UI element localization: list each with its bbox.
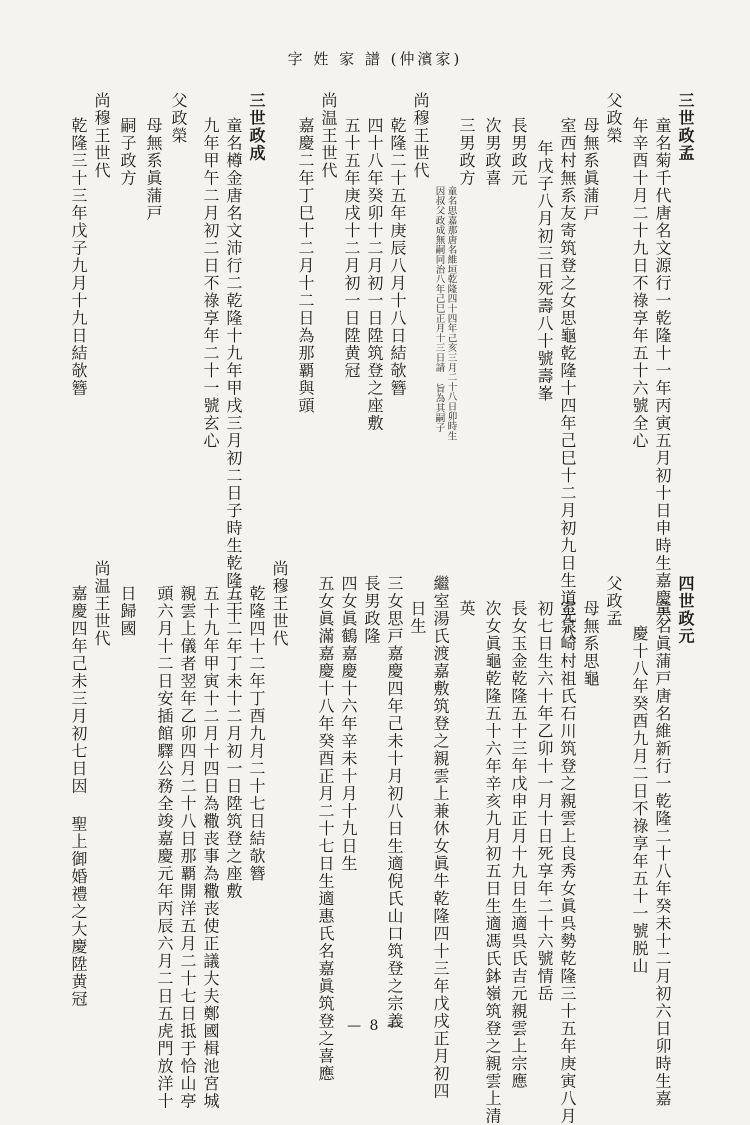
text-column: 長男政隆 xyxy=(362,575,381,645)
text-column: 室泉崎村祖氏石川筑登之親雲上良秀女眞呉勢乾隆三十五年庚寅八月 xyxy=(558,600,577,1125)
text-column: 五十九年甲寅十二月十四日為糤丧事為糤丧使正議大夫鄭國楫池宮城 xyxy=(201,585,220,1110)
text-column: 童名樽金唐名文沛行二乾隆十九年甲戌三月初二日子時生乾隆三十 xyxy=(224,117,243,625)
annotation-column: 童名思嘉那唐名維垣乾隆四十四年己亥三月二十八日卯時生 xyxy=(445,186,457,441)
text-column: 父政榮 xyxy=(604,92,623,145)
text-column: 尚温王世代 xyxy=(319,92,338,180)
text-column: 嘉慶二年丁巳十二月十二日為那覇與頭 xyxy=(296,117,315,415)
text-column: 尚穆王世代 xyxy=(92,92,111,180)
text-column: 乾隆四十二年丁酉九月二十七日結欹簪 xyxy=(247,585,266,883)
text-column: 長男政元 xyxy=(509,117,528,187)
text-column: 慶十八年癸酉九月二日不祿享年五十一號脱山 xyxy=(630,625,649,975)
text-column: 母無系思龜 xyxy=(581,600,600,688)
page-title: 字 姓 家 譜 (仲濱家) xyxy=(287,50,463,68)
text-column: 尚穆王世代 xyxy=(411,92,430,180)
text-column: 年戊子八月初三日死壽八十號壽峯 xyxy=(535,140,554,403)
text-column: 尚温王世代 xyxy=(92,560,111,648)
text-column: 三男政方 xyxy=(457,117,476,187)
text-column: 嗣子政方 xyxy=(118,117,137,187)
page-number: — 8 — xyxy=(347,1018,403,1034)
text-column: 父政榮 xyxy=(169,92,188,145)
text-column: 次女眞龜乾隆五十六年辛亥九月初五日生適馮氏鉢嶺筑登之親雲上清 xyxy=(483,600,502,1125)
text-column: 乾隆三十三年戊子九月十九日結欹簪 xyxy=(69,117,88,397)
text-column: 日歸國 xyxy=(118,585,137,638)
text-column: 四女眞鶴嘉慶十六年辛未十月十九日生 xyxy=(339,575,358,873)
text-column: 五十五年庚戌十二月初一日陞黄冠 xyxy=(342,117,361,380)
text-column: 嘉慶四年己未三月初七日因 聖上御婚禮之大慶陞黄冠 xyxy=(69,585,88,1008)
text-column: 英 xyxy=(457,600,476,618)
gen3b-heading: 三世政成 xyxy=(247,92,266,162)
text-column: 初七日生六十年乙卯十一月十日死享年二十六號情岳 xyxy=(535,600,554,1003)
gen4-heading: 四世政元 xyxy=(676,575,695,645)
text-column: 年辛酉十月二十九日不祿享年五十六號全心 xyxy=(630,117,649,450)
text-column: 母無系眞蒲戸 xyxy=(581,117,600,222)
text-column: 室西村無系友寄筑登之女思龜乾隆十四年己巳十二月初九日生道光八 xyxy=(558,117,577,642)
text-column: 童名眞蒲戸唐名維新行一乾隆二十八年癸未十二月初六日卯時生嘉 xyxy=(653,600,672,1108)
text-column: 長女玉金乾隆五十三年戊申正月十九日生適呉氏吉元親雲上宗應 xyxy=(509,600,528,1090)
text-column: 四十八年癸卯十二月初一日陞筑登之座敷 xyxy=(365,117,384,432)
text-column: 童名菊千代唐名文源行一乾隆十一年丙寅五月初十日申時生嘉慶六 xyxy=(653,117,672,625)
text-column: 父政孟 xyxy=(604,575,623,628)
text-column: 親雲上儀者翌年乙卯四月二十八日那覇開洋五月二十七日抵于恰山亭 xyxy=(178,585,197,1110)
text-column: 尚穆王世代 xyxy=(270,560,289,648)
text-column: 母無系眞蒲戸 xyxy=(144,117,163,222)
text-column: 乾隆二十五年庚辰八月十八日結欹簪 xyxy=(388,117,407,397)
gen3-heading: 三世政孟 xyxy=(676,92,695,162)
text-column: 五女眞滿嘉慶十八年癸酉正月二十七日生適惠氏名嘉眞筑登之喜應 xyxy=(316,575,335,1083)
text-column: 次男政喜 xyxy=(483,117,502,187)
text-column: 日生 xyxy=(408,600,427,635)
text-column: 頭六月十二日安插館驛公務全竣嘉慶元年丙辰六月二日五虎門放洋十 xyxy=(155,585,174,1110)
annotation-column: 因叔父政成無嗣同治八年己巳正月十三日請 旨為其嗣子 xyxy=(433,186,445,433)
text-column: 三女思戸嘉慶四年己未十月初八日生適倪氏山口筑登之宗義 xyxy=(385,575,404,1030)
text-column: 繼室湯氏渡嘉敷筑登之親雲上兼休女眞牛乾隆四十三年戊戌正月初四 xyxy=(431,575,450,1100)
text-column: 九年甲午二月初二日不祿享年二十一號玄心 xyxy=(201,117,220,450)
text-column: 五十二年丁未十二月初一日陞筑登之座敷 xyxy=(224,585,243,900)
